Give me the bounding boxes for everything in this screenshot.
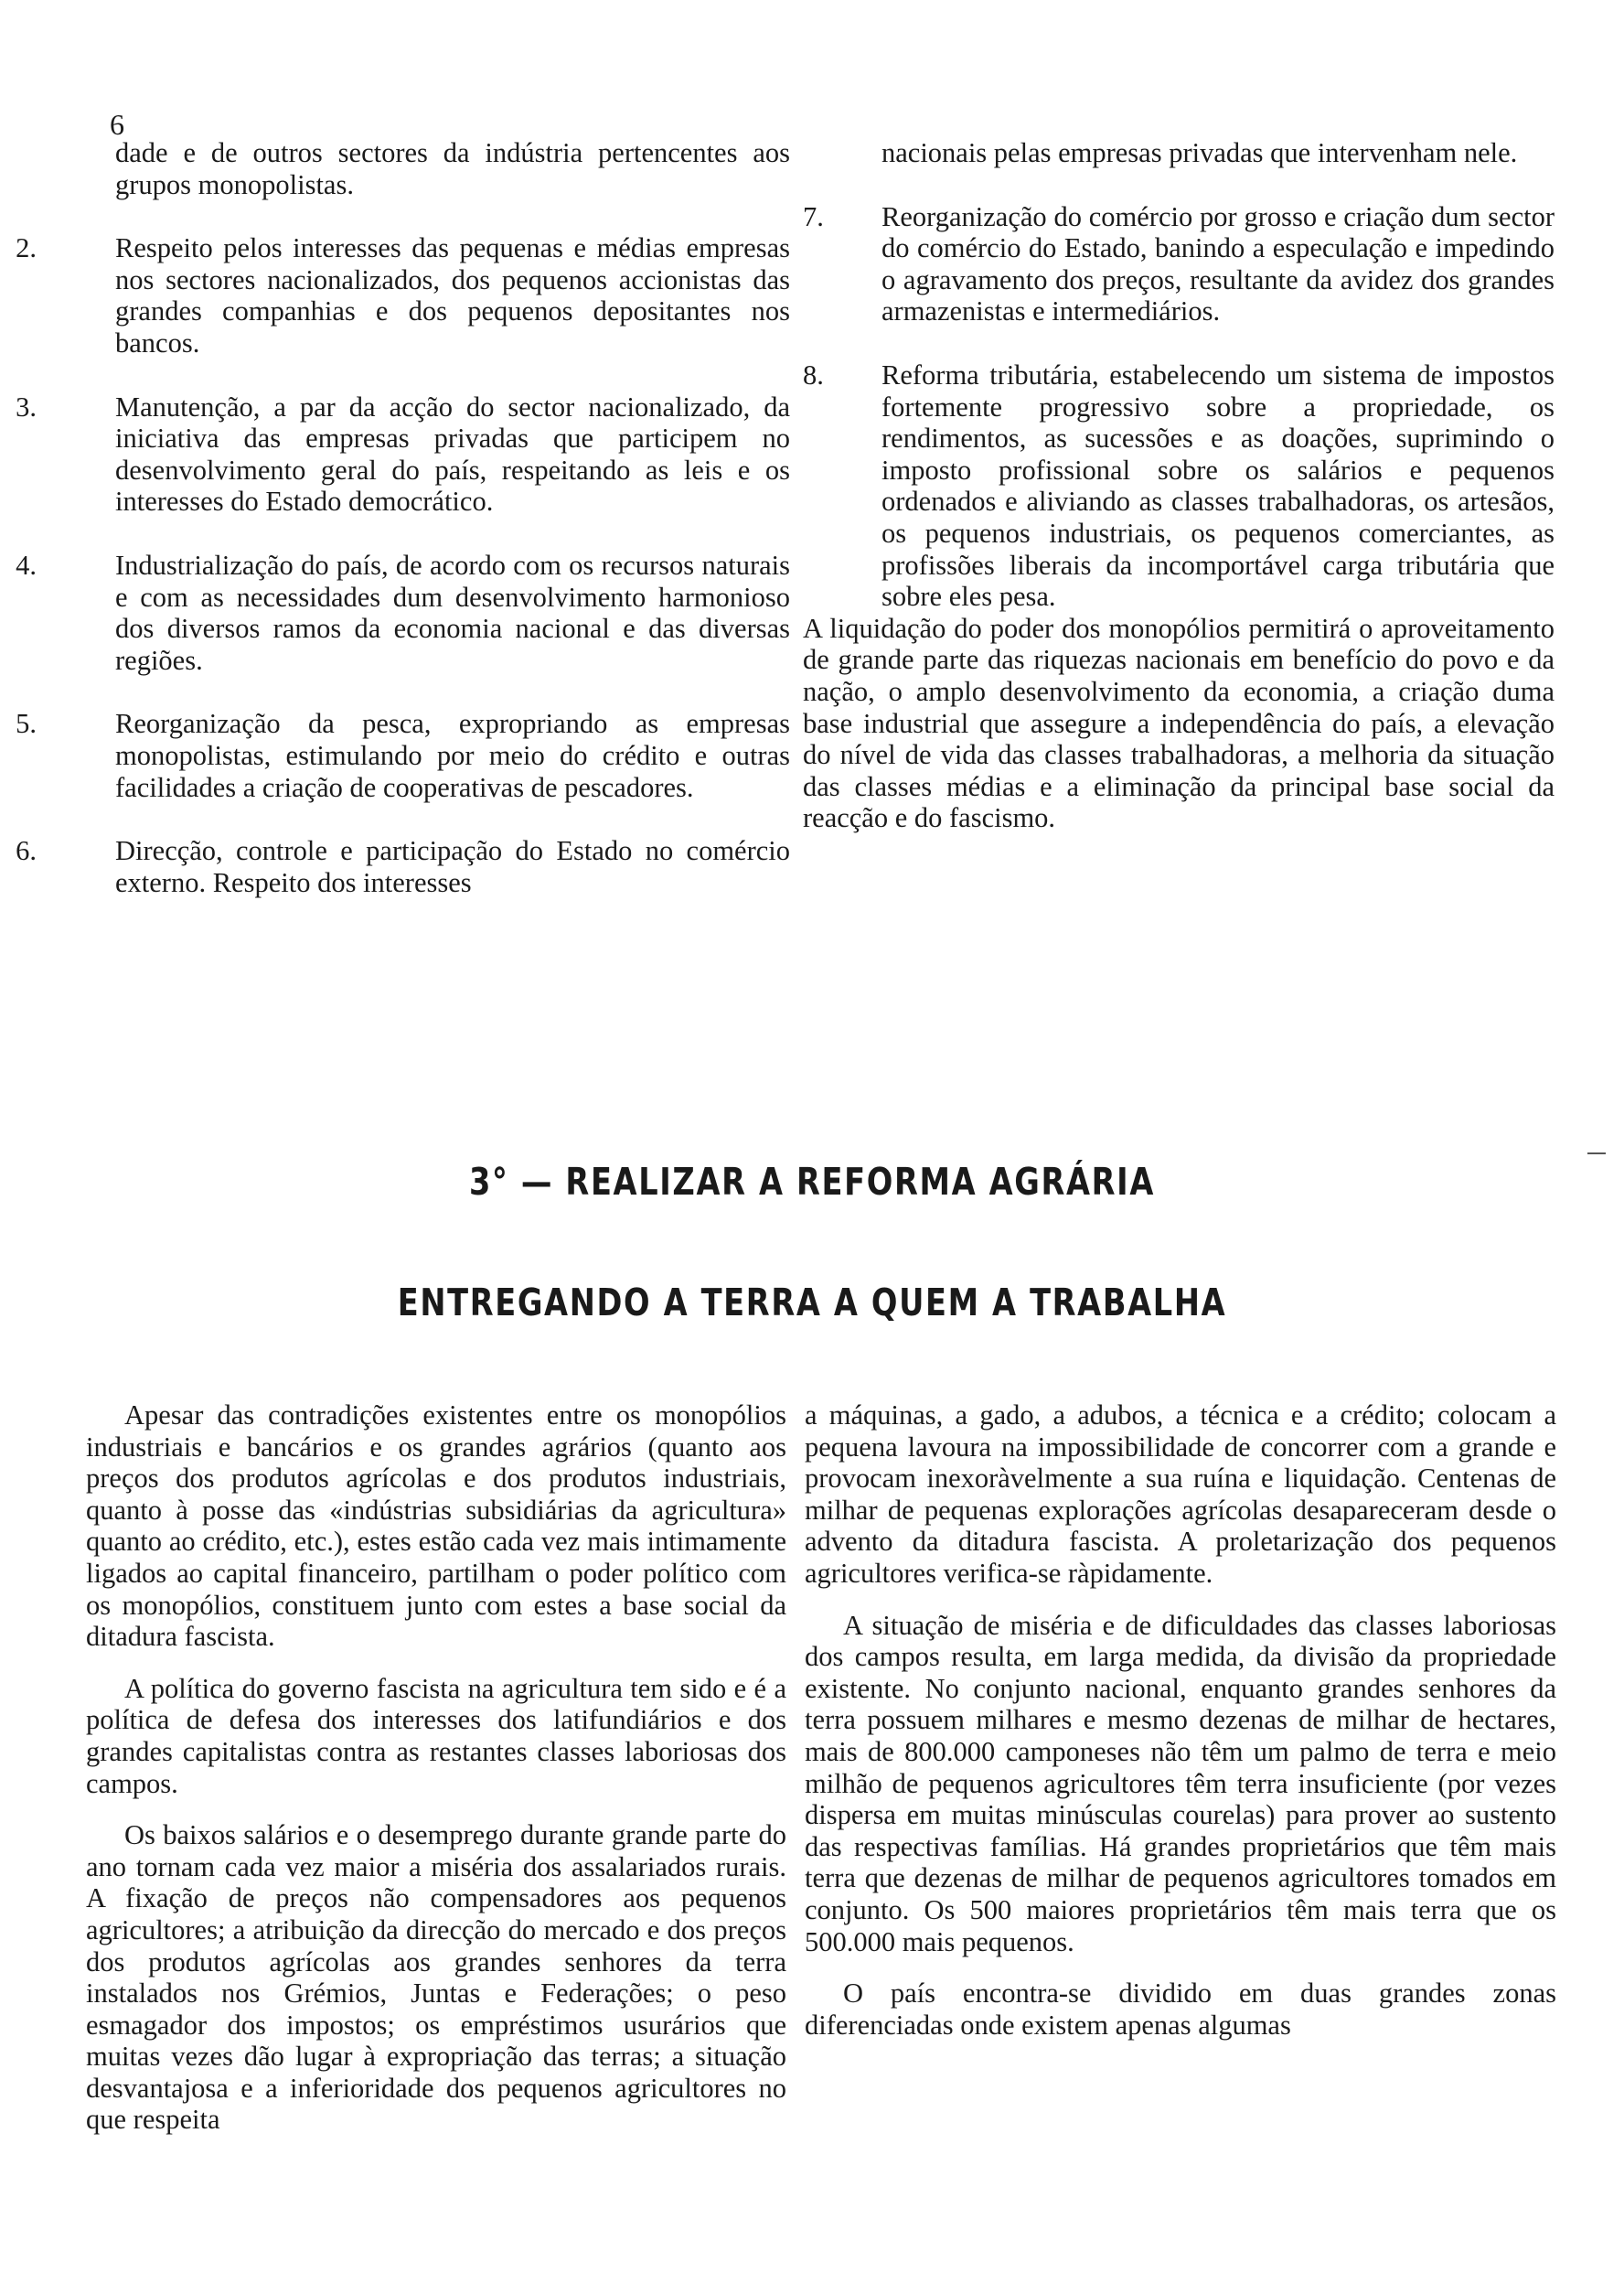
item-text: Reorganização do comércio por grosso e criação dum sector do comércio do Estado, banindo a especulação e impedindo o agravamento dos preços, resultante da avidez dos grandes armazenistas e intermediários.: [881, 200, 1555, 327]
list-item-5: [16, 708, 790, 803]
item-text: Industrialização do país, de acordo com os recursos naturais e com as necessidades dum desenvolvimento harmonioso dos diversos ramos da economia nacional e das diversas regiões.: [115, 549, 790, 676]
list-item-2: [16, 232, 790, 359]
item-number: 4.: [16, 549, 37, 581]
list-item-6: [16, 835, 790, 898]
section-heading: 3° — REALIZAR A REFORMA AGRÁRIA: [468, 1160, 1155, 1204]
paragraph: A situação de miséria e de dificuldades das classes laboriosas dos campos resulta, em larga medida, da divisão da propriedade existente. No conjunto nacional, enquanto grandes senhores da terra possuem milhares e mesmo dezenas de milhar de hectares, mais de 800.000 camponeses não têm um palmo de terra e meio milhão de pequenos agricultores têm terra insuficiente (por vezes dispersa em muitas minúsculas courelas) para prover ao sustento das respectivas famílias. Há grandes proprietários que têm mais terra que dezenas de milhar de pequenos agricultores tomados em conjunto. Os 500 maiores proprietários têm mais terra que os 500.000 mais pequenos.: [805, 1609, 1556, 1957]
item-number: 8.: [803, 359, 824, 391]
list-item-7: [803, 201, 1555, 327]
item-text: Manutenção, a par da acção do sector nacionalizado, da iniciativa das empresas privadas que participem no desenvolvimento geral do país, respeitando as leis e os interesses do Estado democrático.: [115, 391, 790, 518]
item-number: 3.: [16, 391, 37, 423]
item-number: 2.: [16, 232, 37, 264]
bottom-right-column: [805, 1399, 1556, 2041]
list-item-8: [803, 359, 1555, 613]
item-number: 6.: [16, 835, 37, 867]
item-text: Reforma tributária, estabelecendo um sistema de impostos fortemente progressivo sobre a propriedade, os rendimentos, as sucessões e as doações, suprimindo o imposto profissional sobre os salários e pequenos ordenados e aliviando as classes trabalhadoras, os artesãos, os pequenos industriais, os pequenos comerciantes, as profissões liberais da incomportável carga tributária que sobre eles pesa.: [881, 359, 1555, 613]
item-number: 7.: [803, 200, 824, 232]
continuation-text: nacionais pelas empresas privadas que intervenham nele.: [881, 137, 1518, 168]
paragraph: Os baixos salários e o desemprego durante grande parte do ano tornam cada vez maior a miséria dos assalariados rurais. A fixação de preços não compensadores aos pequenos agricultores; a atribuição da direcção do mercado e dos preços dos produtos agrícolas aos grandes senhores da terra instalados nos Grémios, Juntas e Federações; o peso esmagador dos impostos; os empréstimos usurários que muitas vezes dão lugar à expropriação das terras; a situação desvantajosa e a inferioridade dos pequenos agricultores no que respeita: [86, 1819, 786, 2136]
page-number: 6: [110, 108, 124, 141]
top-right-column: [803, 137, 1555, 834]
item-text: Reorganização da pesca, expropriando as empresas monopolistas, estimulando por meio do crédito e outras facilidades a criação de cooperativas de pescadores.: [115, 708, 790, 803]
top-left-column: [16, 137, 790, 898]
list-item-3: [16, 391, 790, 518]
paragraph: O país encontra-se dividido em duas grandes zonas diferenciadas onde existem apenas algumas: [805, 1978, 1556, 2041]
closing-paragraph: A liquidação do poder dos monopólios permitirá o aproveitamento de grande parte das riquezas nacionais em benefício do povo e da nação, o amplo desenvolvimento da economia, a criação duma base industrial que assegure a independência do país, a elevação do nível de vida das classes trabalhadoras, a melhoria da situação das classes médias e a eliminação da principal base social da reacção e do fascismo.: [803, 612, 1555, 834]
margin-mark: [1587, 1152, 1606, 1154]
item-text: Respeito pelos interesses das pequenas e médias empresas nos sectores nacionalizados, dos pequenos accionistas das grandes companhias e dos pequenos depositantes nos bancos.: [115, 232, 790, 359]
continuation-text: dade e de outros sectores da indústria pertencentes aos grupos monopolistas.: [115, 137, 790, 200]
section-subheading: ENTREGANDO A TERRA A QUEM A TRABALHA: [397, 1281, 1227, 1324]
item-text: Direcção, controle e participação do Estado no comércio externo. Respeito dos interesses: [115, 835, 790, 898]
bottom-left-column: [86, 1399, 786, 2136]
paragraph: a máquinas, a gado, a adubos, a técnica e a crédito; colocam a pequena lavoura na impossibilidade de concorrer com a grande e provocam inexoràvelmente a sua ruína e liquidação. Centenas de milhar de pequenas explorações agrícolas desapareceram desde o advento da ditadura fascista. A proletarização dos pequenos agricultores verifica-se ràpidamente.: [805, 1399, 1556, 1589]
paragraph: A política do governo fascista na agricultura tem sido e é a política de defesa dos interesses dos latifundiários e dos grandes capitalistas contra as restantes classes laboriosas dos campos.: [86, 1672, 786, 1799]
paragraph: Apesar das contradições existentes entre os monopólios industriais e bancários e os grandes agrários (quanto aos preços dos produtos agrícolas e dos produtos industriais, quanto à posse das «indústrias subsidiárias da agricultura» quanto ao crédito, etc.), estes estão cada vez mais intimamente ligados ao capital financeiro, partilham o poder político com os monopólios, constituem junto com estes a base social da ditadura fascista.: [86, 1399, 786, 1653]
item-number: 5.: [16, 708, 37, 740]
list-item-4: [16, 549, 790, 676]
